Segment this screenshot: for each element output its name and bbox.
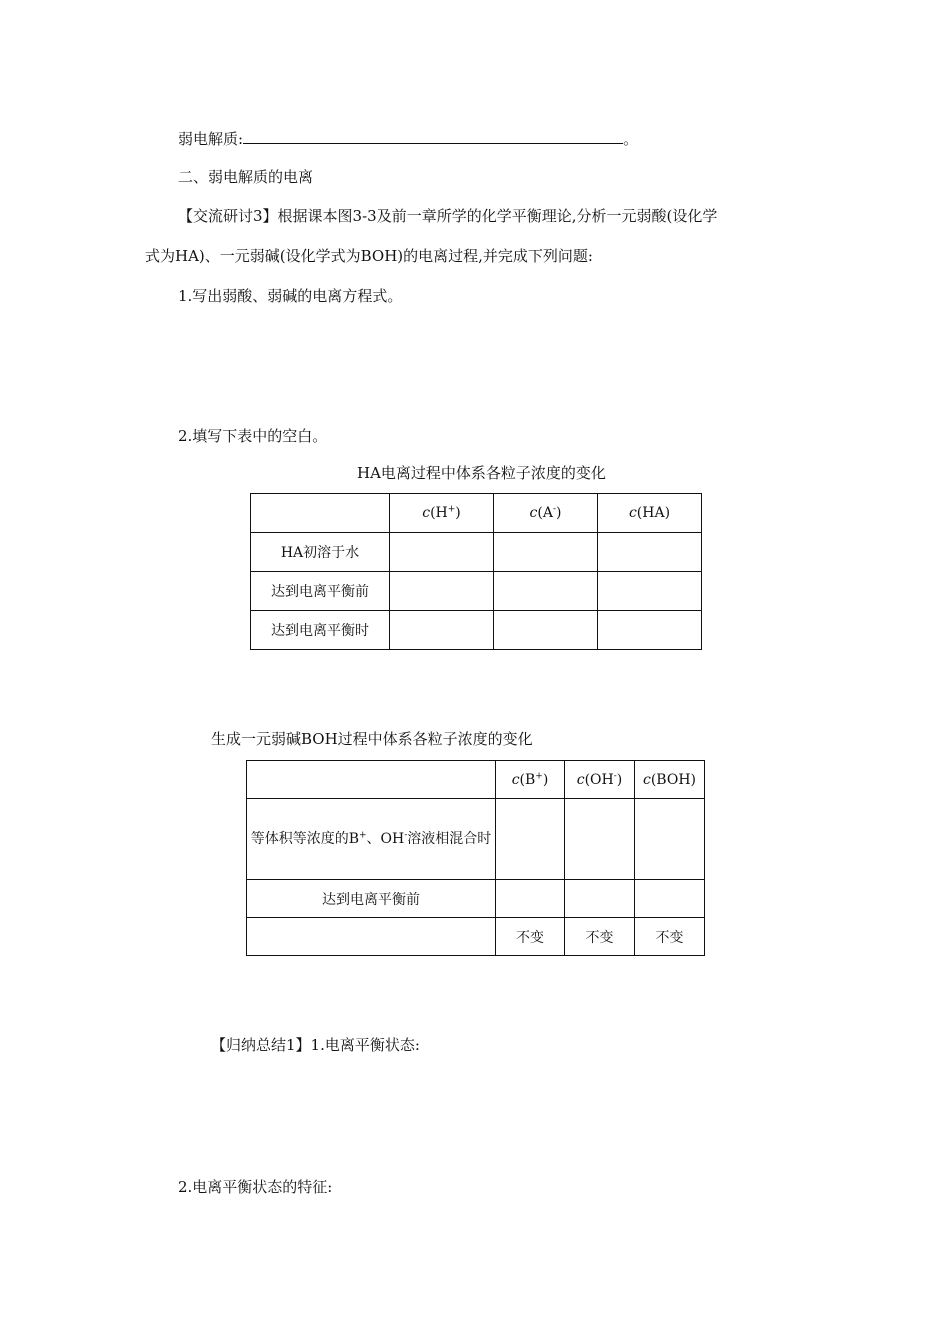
- answer-cell[interactable]: [494, 572, 598, 611]
- answer-blank[interactable]: [243, 129, 623, 144]
- weak-electrolyte-line: [178, 128, 638, 149]
- table-row: [247, 880, 705, 918]
- period: 。: [623, 130, 639, 148]
- unchanged-value: 不变: [565, 918, 635, 956]
- summary-2: 2.电离平衡状态的特征:: [178, 1178, 333, 1196]
- table-row: [251, 533, 702, 572]
- header-c-a: c(A-): [494, 494, 598, 533]
- row-label: HA初溶于水: [251, 533, 390, 572]
- table1-caption: HA电离过程中体系各粒子浓度的变化: [357, 464, 606, 482]
- question-1: 1.写出弱酸、弱碱的电离方程式。: [178, 287, 403, 305]
- table2-caption: 生成一元弱碱BOH过程中体系各粒子浓度的变化: [211, 730, 533, 748]
- header-c-oh: c(OH-): [565, 761, 635, 799]
- answer-cell[interactable]: [390, 611, 494, 650]
- row-label: 达到电离平衡前: [247, 880, 496, 918]
- boh-concentration-table: [246, 760, 705, 956]
- table-cell: [251, 494, 390, 533]
- exchange-paragraph-line1: 【交流研讨3】根据课本图3-3及前一章所学的化学平衡理论,分析一元弱酸(设化学: [178, 207, 718, 225]
- ha-concentration-table: [250, 493, 702, 650]
- answer-cell[interactable]: [635, 880, 705, 918]
- header-c-ha: c(HA): [598, 494, 702, 533]
- row-label: 达到电离平衡前: [251, 572, 390, 611]
- exchange-paragraph-line2: 式为HA)、一元弱碱(设化学式为BOH)的电离过程,并完成下列问题:: [145, 247, 593, 265]
- answer-cell[interactable]: [494, 533, 598, 572]
- answer-cell[interactable]: [496, 880, 565, 918]
- answer-cell[interactable]: [494, 611, 598, 650]
- answer-cell[interactable]: [496, 799, 565, 880]
- answer-cell[interactable]: [598, 533, 702, 572]
- row-label: 达到电离平衡时: [251, 611, 390, 650]
- answer-cell[interactable]: [635, 799, 705, 880]
- answer-cell[interactable]: [247, 918, 496, 956]
- table-cell: [247, 761, 496, 799]
- table-row: [247, 799, 705, 880]
- summary-1: 【归纳总结1】1.电离平衡状态:: [211, 1036, 420, 1054]
- header-c-b: c(B+): [496, 761, 565, 799]
- table-row: [251, 611, 702, 650]
- weak-electrolyte-label: 弱电解质:: [178, 130, 244, 148]
- unchanged-value: 不变: [635, 918, 705, 956]
- question-2: 2.填写下表中的空白。: [178, 427, 328, 445]
- header-c-h: c(H+): [390, 494, 494, 533]
- answer-cell[interactable]: [565, 799, 635, 880]
- unchanged-value: 不变: [496, 918, 565, 956]
- section-title: 二、弱电解质的电离: [178, 168, 314, 186]
- answer-cell[interactable]: [565, 880, 635, 918]
- row-label: 等体积等浓度的B+、OH-溶液相混合时: [247, 799, 496, 880]
- table-row: [251, 572, 702, 611]
- answer-cell[interactable]: [390, 572, 494, 611]
- table-row: [251, 494, 702, 533]
- answer-cell[interactable]: [390, 533, 494, 572]
- answer-cell[interactable]: [598, 611, 702, 650]
- table-row: [247, 918, 705, 956]
- header-c-boh: c(BOH): [635, 761, 705, 799]
- table-row: [247, 761, 705, 799]
- answer-cell[interactable]: [598, 572, 702, 611]
